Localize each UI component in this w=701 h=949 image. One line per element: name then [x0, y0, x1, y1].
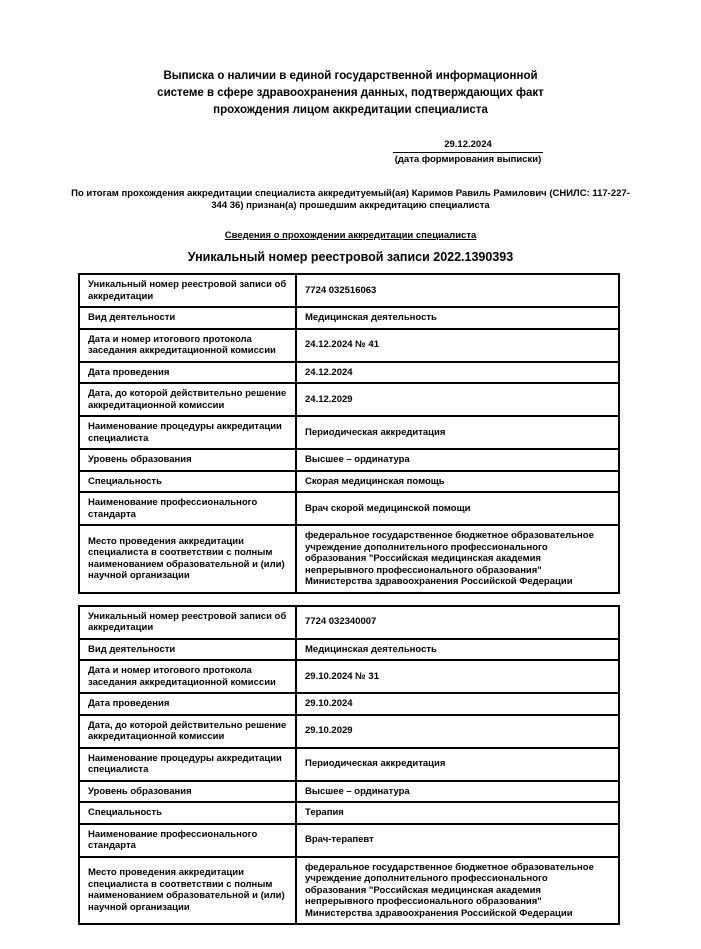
row-label: Вид деятельности: [80, 640, 297, 660]
table-row: [80, 384, 618, 417]
table-row: [80, 716, 618, 749]
row-label: Специальность: [80, 472, 297, 492]
row-value: Медицинская деятельность: [305, 312, 437, 323]
row-value: 24.12.2024 № 41: [305, 339, 379, 351]
row-label: Наименование процедуры аккредитации специалиста: [80, 749, 297, 780]
table-row: [80, 858, 618, 924]
row-label: Дата проведения: [80, 363, 297, 383]
table-row: [80, 526, 618, 592]
row-label: Специальность: [80, 803, 297, 823]
row-value: 29.10.2024: [305, 698, 353, 709]
table-row: [80, 607, 618, 640]
extract-date-caption: (дата формирования выписки): [394, 154, 542, 165]
row-label: Дата, до которой действительно решение аккредитационной комиссии: [80, 384, 297, 415]
row-value: Высшее – ординатура: [305, 785, 410, 797]
row-label: Уровень образования: [80, 782, 297, 802]
table-row: [80, 417, 618, 450]
row-label: Уникальный номер реестровой записи об аккредитации: [80, 275, 297, 306]
table-row: [80, 749, 618, 782]
section-heading: Сведения о прохождении аккредитации специалиста: [224, 230, 477, 241]
row-value: 29.10.2024 № 31: [305, 670, 379, 682]
document-title-line-1: Выписка о наличии в единой государственной информационной: [163, 70, 538, 82]
row-label: Наименование процедуры аккредитации специалиста: [80, 417, 297, 448]
row-label: Вид деятельности: [80, 308, 297, 328]
row-label: Дата и номер итогового протокола заседания аккредитационной комиссии: [80, 661, 297, 692]
row-label: Дата проведения: [80, 694, 297, 714]
table-row: [80, 640, 618, 662]
row-value: Врач-терапевт: [305, 834, 374, 846]
table-row: [80, 330, 618, 363]
row-label: Уникальный номер реестровой записи об аккредитации: [80, 607, 297, 638]
table-row: [80, 363, 618, 385]
row-value: федеральное государственное бюджетное образовательное учреждение дополнительного профессионального образования "Российская медицинская академия непрерывного профессионального образования" Министерства здравоохранения Российской Федерации: [305, 861, 594, 919]
table-row: [80, 450, 618, 472]
row-label: Дата, до которой действительно решение аккредитационной комиссии: [80, 716, 297, 747]
row-value: Периодическая аккредитация: [305, 426, 446, 438]
row-value: 7724 032340007: [305, 616, 377, 628]
document-page: [0, 68, 701, 949]
extract-date: 29.12.2024: [393, 139, 543, 153]
row-label: Место проведения аккредитации специалиста в соответствии с полным наименованием образовательной и (или) научной организации: [80, 526, 297, 592]
table-row: [80, 803, 618, 825]
accreditation-table-2: [78, 605, 620, 926]
row-label: Дата и номер итогового протокола заседания аккредитационной комиссии: [80, 330, 297, 361]
table-row: [80, 308, 618, 330]
row-value: 24.12.2024: [305, 366, 353, 378]
row-label: Наименование профессионального стандарта: [80, 493, 297, 524]
row-value: Медицинская деятельность: [305, 643, 437, 655]
table-row: [80, 694, 618, 716]
table-row: [80, 661, 618, 694]
row-label: Место проведения аккредитации специалиста в соответствии с полным наименованием образовательной и (или) научной организации: [80, 858, 297, 924]
table-row: [80, 825, 618, 858]
row-label: Уровень образования: [80, 450, 297, 470]
table-row: [80, 275, 618, 308]
row-value: Терапия: [305, 807, 344, 818]
table-row: [80, 782, 618, 804]
row-value: Скорая медицинская помощь: [305, 475, 445, 487]
row-value: 7724 032516063: [305, 284, 377, 296]
registry-number-heading: Уникальный номер реестровой записи 2022.1390393: [187, 250, 514, 264]
row-value: Периодическая аккредитация: [305, 758, 446, 770]
row-label: Наименование профессионального стандарта: [80, 825, 297, 856]
row-value: федеральное государственное бюджетное образовательное учреждение дополнительного профессионального образования "Российская медицинская академия непрерывного профессионального образования" Министерства здравоохранения Российской Федерации: [305, 530, 594, 587]
accreditation-table-1: [78, 273, 620, 594]
table-row: [80, 493, 618, 526]
row-value: Высшее – ординатура: [305, 454, 410, 465]
document-title-line-2: системе в сфере здравоохранения данных, подтверждающих факт: [157, 87, 544, 99]
document-title-line-3: прохождения лицом аккредитации специалиста: [213, 104, 488, 116]
intro-paragraph: По итогам прохождения аккредитации специалиста аккредитуемый(ая) Каримов Равиль Рамилович (СНИЛС: 117-227-344 36) признан(а) прошедшим аккредитацию специалиста: [71, 188, 630, 211]
extract-date-block: [393, 139, 543, 165]
table-row: [80, 472, 618, 494]
row-value: 24.12.2029: [305, 393, 353, 405]
row-value: 29.10.2029: [305, 725, 353, 737]
document-title: [111, 68, 591, 119]
row-value: Врач скорой медицинской помощи: [305, 502, 471, 514]
